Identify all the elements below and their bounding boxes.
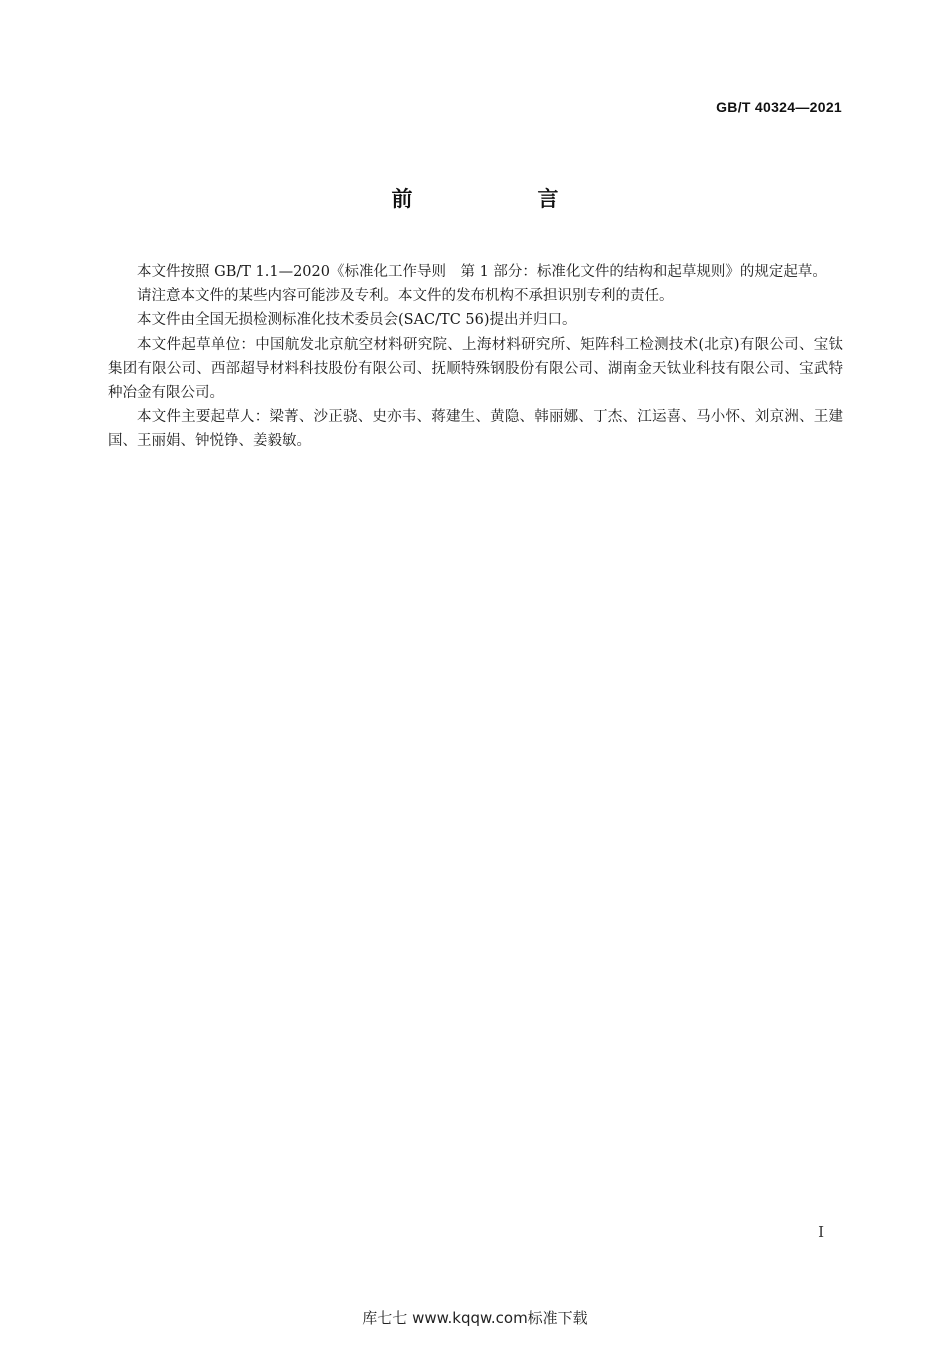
footer-watermark: 库七七 www.kqqw.com标准下载 [362,1309,588,1327]
paragraph-patent-notice: 请注意本文件的某些内容可能涉及专利。本文件的发布机构不承担识别专利的责任。 [137,288,674,305]
paragraph-drafting-units: 本文件起草单位：中国航发北京航空材料研究院、上海材料研究所、矩阵科工检测技术(北京)有限公司、宝钛集团有限公司、西部超导材料科技股份有限公司、抚顺特殊钢股份有限公司、湖南金天钛业科技有限公司、宝武特种冶金有限公司。 [108,336,843,402]
paragraph-proposer: 本文件由全国无损检测标准化技术委员会(SAC/TC 56)提出并归口。 [137,312,577,329]
preface-body [108,260,843,454]
paragraph-drafting-rules: 本文件按照 GB/T 1.1—2020《标准化工作导则 第 1 部分：标准化文件的结构和起草规则》的规定起草。 [137,264,827,280]
paragraph-drafters: 本文件主要起草人：梁菁、沙正骁、史亦韦、蒋建生、黄隐、韩丽娜、丁杰、江运喜、马小怀、刘京洲、王建国、王丽娟、钟悦铮、姜毅敏。 [108,409,843,450]
page-title: 前 言 [391,187,611,211]
standard-code: GB/T 40324—2021 [716,99,842,115]
page-number: I [818,1223,824,1241]
